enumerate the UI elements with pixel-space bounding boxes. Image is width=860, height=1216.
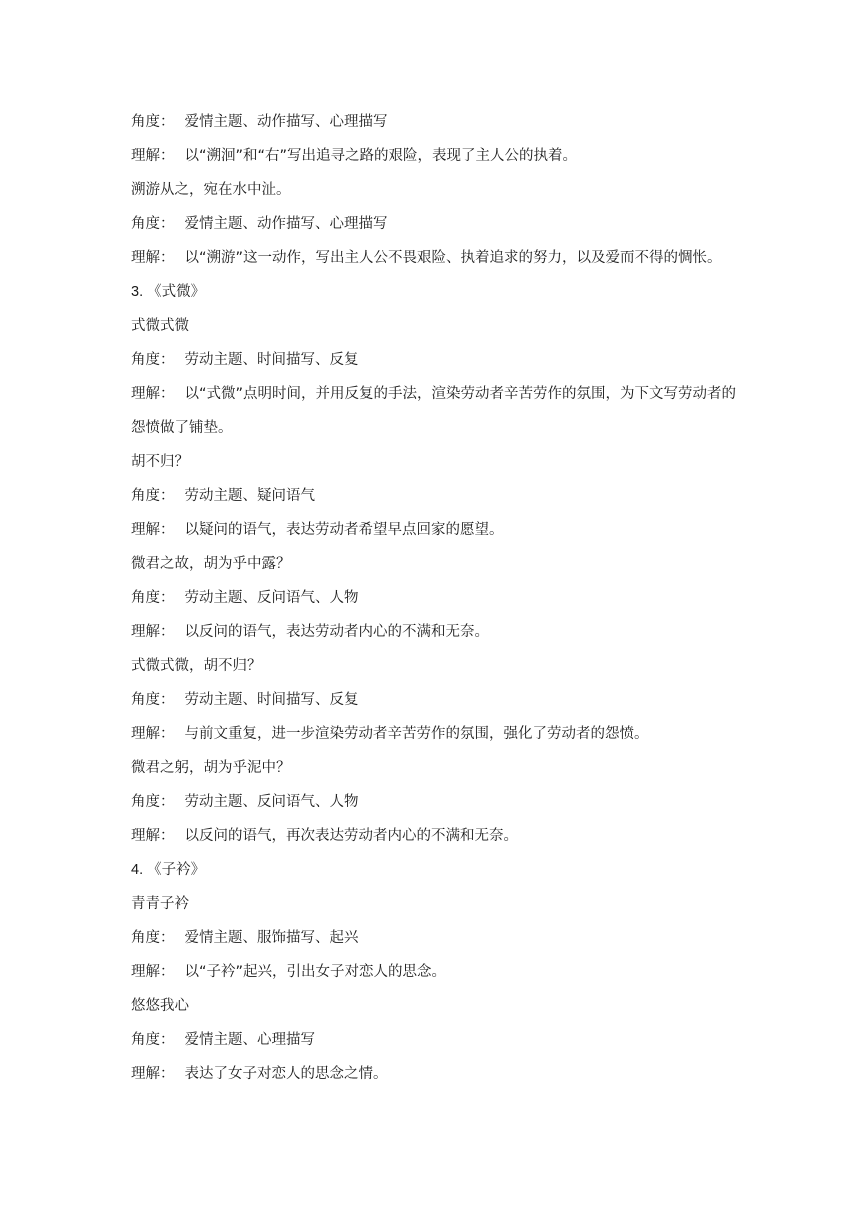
understanding-line (131, 377, 741, 445)
verse-line (131, 445, 741, 479)
understanding-label: 理解： (131, 624, 175, 640)
verse-line (131, 649, 741, 683)
angle-label: 角度： (131, 1032, 175, 1048)
angle-label: 角度： (131, 352, 175, 368)
understanding-line (131, 615, 741, 649)
understanding-label: 理解： (131, 250, 175, 266)
verse-line (131, 309, 741, 343)
angle-line (131, 343, 741, 377)
understanding-label: 理解： (131, 964, 175, 980)
angle-line (131, 105, 741, 139)
angle-text: 爱情主题、心理描写 (184, 1032, 315, 1048)
verse-line (131, 547, 741, 581)
angle-label: 角度： (131, 216, 175, 232)
understanding-line (131, 955, 741, 989)
angle-label: 角度： (131, 488, 175, 504)
document-page (131, 105, 741, 1091)
angle-text: 爱情主题、服饰描写、起兴 (184, 930, 359, 946)
verse-line (131, 887, 741, 921)
angle-label: 角度： (131, 794, 175, 810)
angle-line (131, 479, 741, 513)
understanding-text: 以反问的语气，再次表达劳动者内心的不满和无奈。 (184, 828, 518, 844)
understanding-label: 理解： (131, 386, 175, 402)
verse-text: 微君之躬，胡为乎泥中？ (131, 760, 291, 776)
verse-line (131, 751, 741, 785)
understanding-line (131, 1057, 741, 1091)
angle-text: 爱情主题、动作描写、心理描写 (184, 114, 388, 130)
angle-text: 劳动主题、时间描写、反复 (184, 692, 359, 708)
section-heading (131, 853, 741, 887)
angle-text: 劳动主题、反问语气、人物 (184, 794, 359, 810)
verse-line (131, 173, 741, 207)
verse-text: 式微式微 (131, 318, 189, 334)
understanding-text: 以“子衿”起兴，引出女子对恋人的思念。 (184, 964, 447, 980)
verse-text: 微君之故，胡为乎中露？ (131, 556, 291, 572)
understanding-line (131, 819, 741, 853)
understanding-line (131, 241, 741, 275)
understanding-text: 以“式微”点明时间，并用反复的手法，渲染劳动者辛苦劳作的氛围，为下文写劳动者的怨愤做了铺垫。 (131, 386, 737, 436)
verse-text: 青青子衿 (131, 896, 189, 912)
understanding-label: 理解： (131, 148, 175, 164)
angle-line (131, 207, 741, 241)
angle-text: 劳动主题、时间描写、反复 (184, 352, 359, 368)
angle-label: 角度： (131, 114, 175, 130)
understanding-label: 理解： (131, 522, 175, 538)
understanding-line (131, 139, 741, 173)
angle-line (131, 1023, 741, 1057)
angle-line (131, 785, 741, 819)
verse-text: 悠悠我心 (131, 998, 189, 1014)
angle-line (131, 683, 741, 717)
angle-line (131, 581, 741, 615)
verse-line (131, 989, 741, 1023)
understanding-text: 表达了女子对恋人的思念之情。 (184, 1066, 388, 1082)
angle-text: 劳动主题、反问语气、人物 (184, 590, 359, 606)
angle-label: 角度： (131, 930, 175, 946)
understanding-label: 理解： (131, 1066, 175, 1082)
verse-text: 式微式微，胡不归？ (131, 658, 262, 674)
understanding-line (131, 513, 741, 547)
understanding-text: 与前文重复，进一步渲染劳动者辛苦劳作的氛围，强化了劳动者的怨愤。 (184, 726, 649, 742)
section-number: 4. (131, 862, 144, 878)
section-title: 《子衿》 (147, 862, 206, 878)
understanding-text: 以“溯游”这一动作，写出主人公不畏艰险、执着追求的努力，以及爱而不得的惆怅。 (184, 250, 722, 266)
section-title: 《式微》 (147, 284, 206, 300)
understanding-text: 以反问的语气，表达劳动者内心的不满和无奈。 (184, 624, 489, 640)
angle-text: 爱情主题、动作描写、心理描写 (184, 216, 388, 232)
understanding-label: 理解： (131, 828, 175, 844)
angle-label: 角度： (131, 692, 175, 708)
understanding-label: 理解： (131, 726, 175, 742)
understanding-line (131, 717, 741, 751)
angle-label: 角度： (131, 590, 175, 606)
section-number: 3. (131, 284, 144, 300)
understanding-text: 以“溯洄”和“右”写出追寻之路的艰险，表现了主人公的执着。 (184, 148, 578, 164)
understanding-text: 以疑问的语气，表达劳动者希望早点回家的愿望。 (184, 522, 504, 538)
verse-text: 溯游从之，宛在水中沚。 (131, 182, 291, 198)
angle-text: 劳动主题、疑问语气 (184, 488, 315, 504)
verse-text: 胡不归？ (131, 454, 189, 470)
angle-line (131, 921, 741, 955)
section-heading (131, 275, 741, 309)
